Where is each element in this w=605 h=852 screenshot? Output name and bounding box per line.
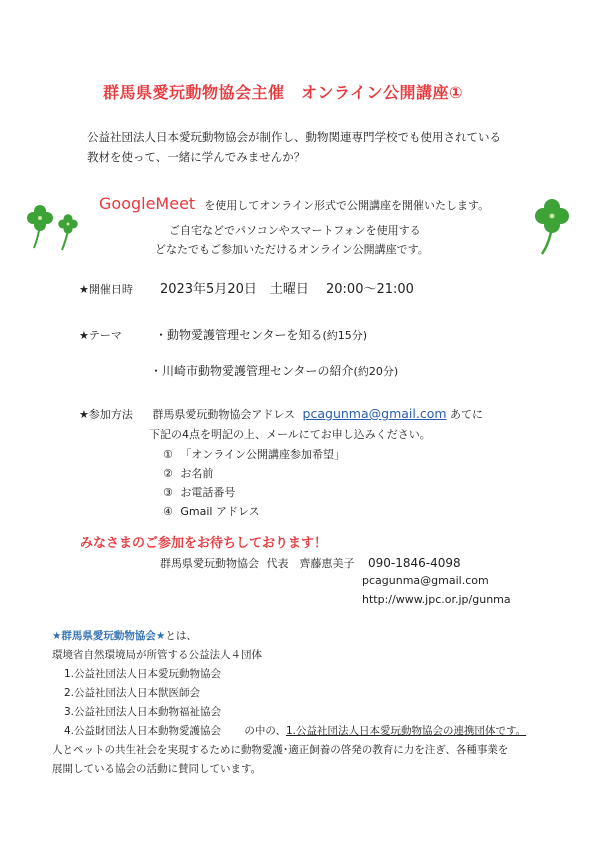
theme-row-1	[79, 324, 367, 343]
theme-row-2	[150, 360, 398, 379]
how-item-4-num: ④	[163, 505, 173, 518]
contact-row	[160, 555, 461, 571]
how-label: ★参加方法	[79, 408, 133, 421]
how-item-3-num: ③	[163, 486, 173, 499]
about-line-1: 環境省自然環境局が所管する公益法人４団体	[52, 649, 262, 661]
how-item-4-text: Gmail アドレス	[180, 505, 260, 518]
about-heading-suffix: とは、	[165, 630, 197, 642]
about-org-3: 3.公益社団法人日本動物福祉協会	[64, 706, 222, 718]
clover-right-icon	[520, 192, 582, 262]
about-end-line-1: 人とペットの共生社会を実現するために動物愛護･適正飼養の啓発の教育に力を注ぎ、各種事業を	[52, 744, 509, 756]
intro-line-1: 公益社団法人日本愛玩動物協会が制作し、動物関連専門学校でも使用されている	[87, 130, 501, 144]
contact-email: pcagunma@gmail.com	[362, 574, 489, 587]
about-heading-row	[52, 628, 197, 643]
how-item-3-text: お電話番号	[180, 486, 236, 499]
how-item-2-text: お名前	[180, 467, 214, 480]
how-suffix: あてに	[450, 408, 484, 421]
about-org-4-suffix: の中の、	[244, 725, 286, 737]
how-item-3	[163, 484, 235, 500]
how-item-2-num: ②	[163, 467, 173, 480]
googlemeet-label: GoogleMeet	[99, 194, 196, 213]
date-row	[79, 278, 414, 297]
about-end-line-2: 展開している協会の活動に賛同しています。	[52, 763, 262, 775]
date-label: ★開催日時	[79, 283, 133, 296]
meet-line-3: どなたでもご参加いただけるオンライン公開講座です。	[155, 243, 429, 256]
about-org-1: 1.公益社団法人日本愛玩動物協会	[64, 668, 222, 680]
how-item-2	[163, 465, 213, 481]
meet-suffix: を使用してオンライン形式で公開講座を開催いたします。	[204, 199, 490, 212]
about-heading: ★群馬県愛玩動物協会★	[52, 630, 166, 642]
how-item-1-num: ①	[163, 448, 173, 461]
date-value: 2023年5月20日 土曜日 20:00～21:00	[159, 282, 414, 297]
about-org-4-row	[64, 723, 526, 738]
how-item-1	[163, 446, 345, 462]
cta-text: みなさまのご参加をお待ちしております！	[80, 536, 328, 551]
theme-item-1-note: (約15分)	[322, 329, 368, 342]
theme-item-2: ・川崎市動物愛護管理センターの紹介	[150, 364, 354, 378]
clover-left-icon	[22, 200, 92, 260]
contact-rep: 代表 齊藤恵美子	[266, 557, 355, 570]
page-title: 群馬県愛玩動物協会主催 オンライン公開講座①	[103, 83, 464, 102]
theme-label: ★テーマ	[79, 329, 122, 342]
intro-line-2: 教材を使って、一緒に学んでみませんか？	[87, 150, 306, 164]
contact-org: 群馬県愛玩動物協会	[160, 557, 259, 570]
about-org-4: 4.公益財団法人日本動物愛護協会	[64, 725, 222, 737]
email-link[interactable]: pcagunma@gmail.com	[302, 406, 447, 421]
about-org-2: 2.公益社団法人日本獣医師会	[64, 687, 201, 699]
meet-line-1	[99, 194, 489, 213]
theme-item-2-note: (約20分)	[353, 365, 399, 378]
how-row-1	[79, 406, 483, 422]
how-item-1-text: 「オンライン公開講座参加希望」	[180, 448, 346, 461]
theme-item-1: ・動物愛護管理センターを知る	[154, 328, 323, 342]
how-line-2: 下記の4点を明記の上、メールにてお申し込みください。	[149, 428, 431, 441]
contact-phone: 090-1846-4098	[368, 556, 461, 570]
contact-url[interactable]: http://www.jpc.or.jp/gunma	[362, 593, 511, 606]
about-link-text: 1.公益社団法人日本愛玩動物協会の連携団体です。	[285, 725, 527, 737]
how-prefix: 群馬県愛玩動物協会アドレス	[152, 408, 296, 421]
how-item-4	[163, 503, 260, 519]
meet-line-2: ご自宅などでパソコンやスマートフォンを使用する	[169, 224, 421, 237]
